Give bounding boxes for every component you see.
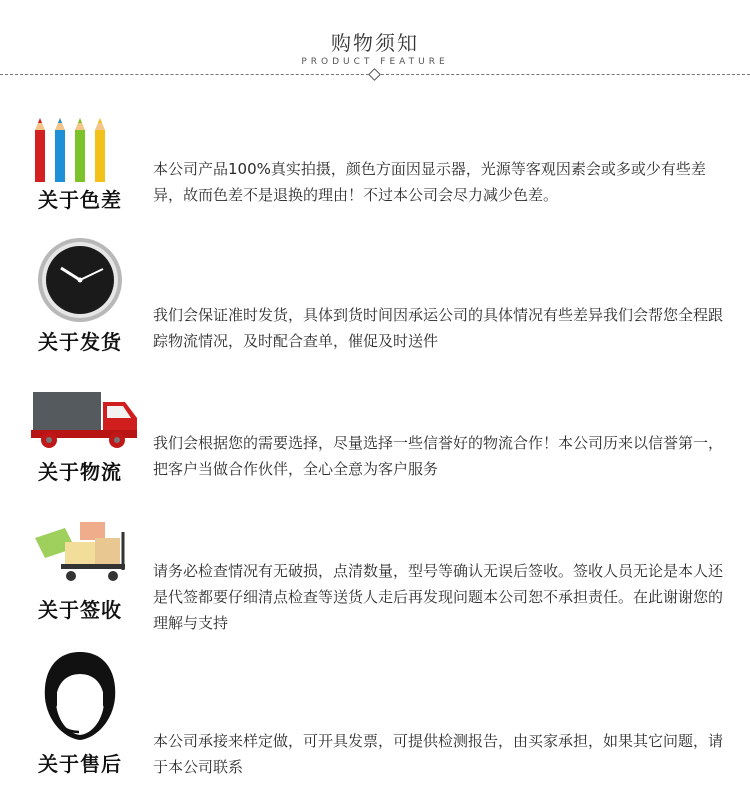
section-label: 关于物流 [38,460,122,484]
section-shipping [0,236,750,366]
section-label: 关于签收 [38,598,122,622]
parcel-cart-icon [25,508,135,598]
section-text: 本公司承接来样定做，可开具发票，可提供检测报告，由买家承担，如果其它问题，请于本公司联系 [153,732,724,776]
page-title: 购物须知 [331,31,419,55]
section-label: 关于发货 [38,330,122,354]
section-text: 我们会保证准时发货，具体到货时间因承运公司的具体情况有些差异我们会帮您全程跟踪物流情况，及时配合查单，催促及时送件 [153,306,724,350]
diamond-ornament-icon [368,68,381,81]
section-label: 关于售后 [38,752,122,776]
section-text: 请务必检查情况有无破损，点清数量，型号等确认无误后签收。签收人员无论是本人还是代签都要仔细清点检查等送货人走后再发现问题本公司恕不承担责任。在此谢谢您的理解与支持 [153,562,724,632]
page-subtitle: PRODUCT FEATURE [301,57,449,67]
section-color-difference [0,108,750,238]
wall-clock-icon [25,236,135,326]
page-header [0,0,750,90]
section-after-sales [0,646,750,776]
section-logistics [0,382,750,512]
section-text: 我们会根据您的需要选择，尽量选择一些信誉好的物流合作！本公司历来以信誉第一，把客户当做合作伙伴，全心全意为客户服务 [153,434,724,478]
customer-service-headset-icon [25,646,135,736]
section-label: 关于色差 [38,188,122,212]
section-receipt [0,506,750,636]
section-text: 本公司产品100%真实拍摄，颜色方面因显示器，光源等客观因素会或多或少有些差异，故而色差不是退换的理由！不过本公司会尽力减少色差。 [153,160,706,204]
